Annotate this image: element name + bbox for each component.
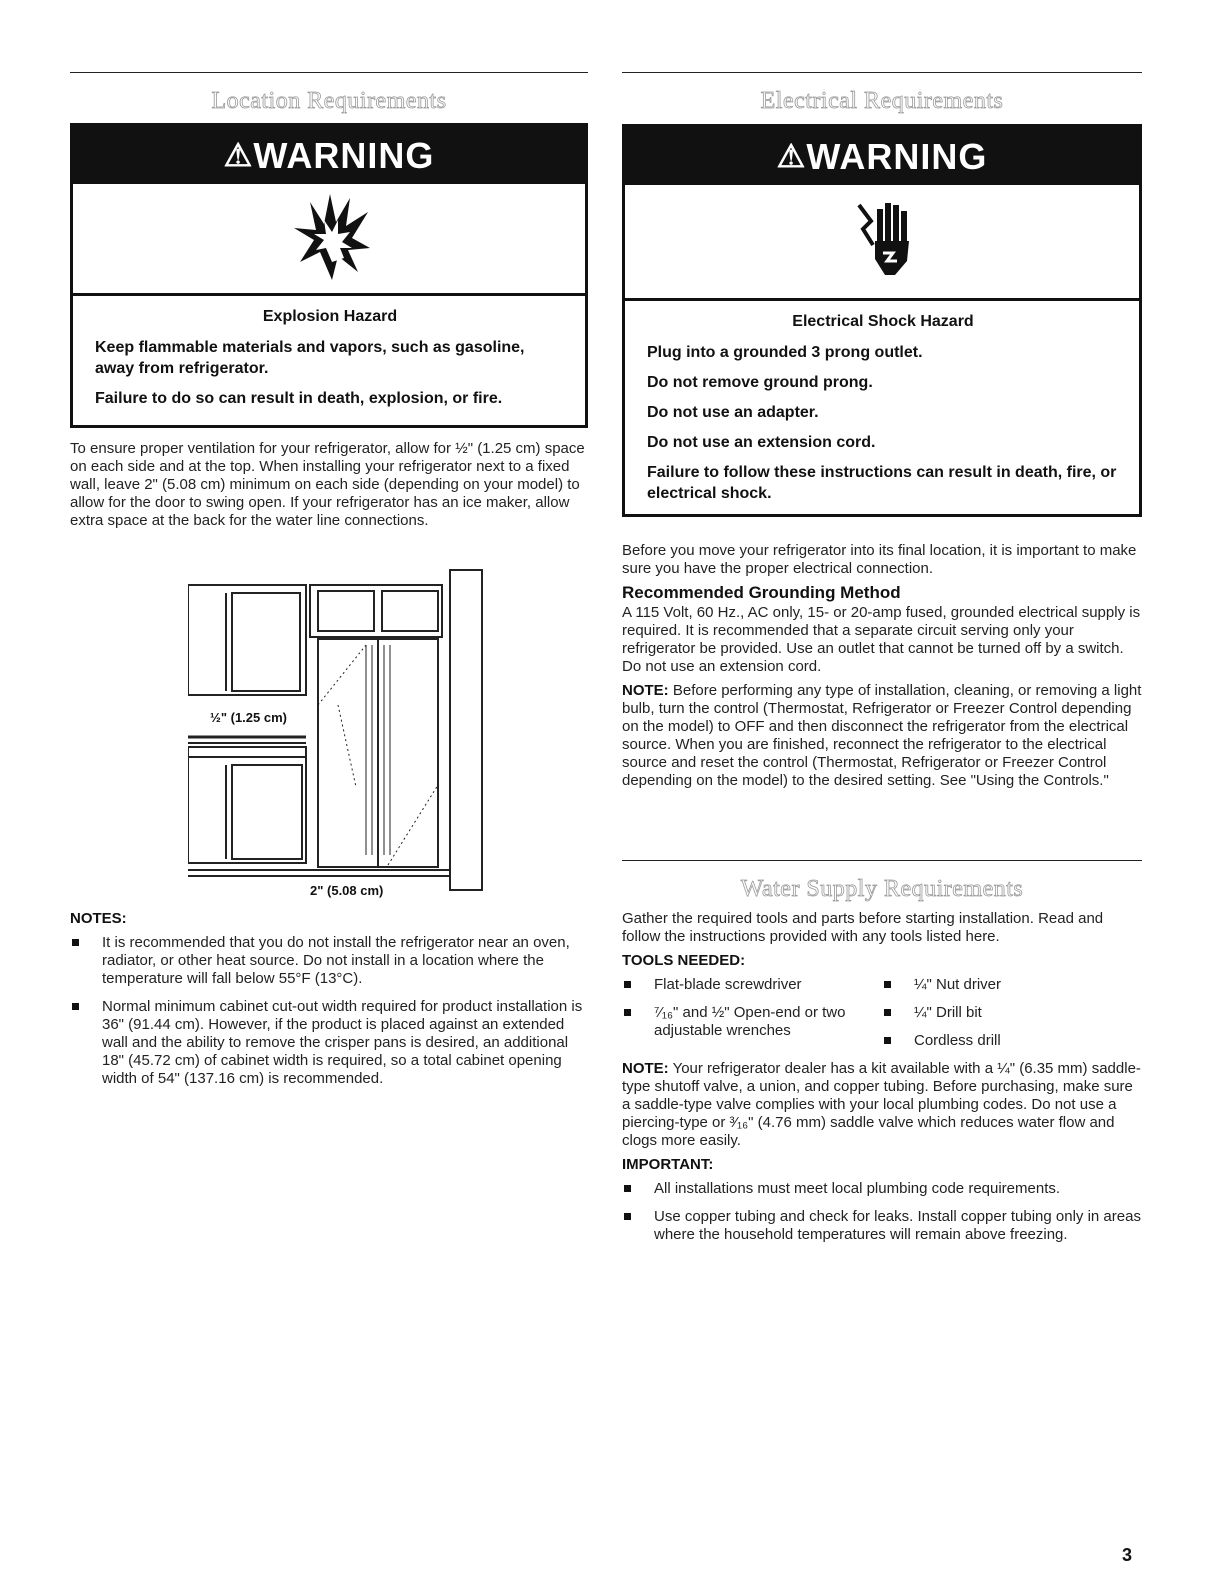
dimension-label-bottom: 2" (5.08 cm) bbox=[310, 883, 384, 898]
grounding-title: Recommended Grounding Method bbox=[622, 583, 901, 602]
top-rule bbox=[622, 72, 1142, 73]
electrical-body: Before you move your refrigerator into its final location, it is important to make sure you have the proper electrical connection. Recommended Grounding Method A 115 Volt, 60 Hz., AC only, 15- or 20-amp fused, grounded electrical supply is required. It is recommended that a separate circuit serving only your refrigerator be provided. Use an outlet that cannot be turned off by a switch. Do not use an extension cord. NOTE: Before performing any type of installation, cleaning, or removing a light bulb, turn the control (Thermostat, Refrigerator or Freezer Control depending on the model) to OFF and then disconnect the refrigerator from the electrical source. When you are finished, reconnect the refrigerator to the electrical source and reset the control (Thermostat, Refrigerator or Freezer Control depending on the model) to the desired setting. See "Using the Controls." bbox=[622, 542, 1142, 789]
electrical-warning-text bbox=[625, 301, 1139, 504]
explosion-warning-box bbox=[70, 123, 588, 428]
warning-line: Do not use an adapter. bbox=[647, 404, 819, 421]
hazard-title: Electrical Shock Hazard bbox=[792, 313, 974, 330]
page-number: 3 bbox=[1122, 1545, 1133, 1565]
dimension-label-top: ½" (1.25 cm) bbox=[210, 710, 287, 725]
section-title-water: Water Supply Requirements bbox=[740, 876, 1024, 902]
important-title: IMPORTANT: bbox=[622, 1156, 714, 1173]
warning-line: Failure to do so can result in death, explosion, or fire. bbox=[95, 390, 503, 407]
water-body: Gather the required tools and parts before starting installation. Read and follow the instructions provided with any tools listed here. TOOLS NEEDED: Flat-blade screwdriver ⁷⁄₁₆" and ½" Open-end or two adjustable wrenches ¼" Nut driver ¼" Drill bit Cordless drill NOTE: Your refrigerator dealer has a kit available with a ¼" (6.35 mm) saddle-type shutoff valve, a union, and copper tubing. Before purchasing, make sure a saddle-type valve complies with your local plumbing codes. Do not use a piercing-type or ³⁄₁₆" (4.76 mm) saddle valve which reduces water flow and clogs more easily. IMPORTANT: All installations must meet local plumbing code requirements. Use copper tubing and check for leaks. Install copper tubing only in areas where the household temperatures will remain above freezing. bbox=[622, 910, 1141, 1243]
section-title-location: Location Requirements bbox=[211, 88, 447, 114]
tools-list bbox=[622, 976, 1142, 1060]
list-item: ¼" Nut driver bbox=[882, 976, 1142, 994]
explosion-icon bbox=[292, 192, 372, 282]
list-item: Normal minimum cabinet cut-out width required for product installation is 36" (91.44 cm). However, if the product is placed against an extended wall and the ability to remove the crisper pans is desired, an additional 18" (45.72 cm) of cabinet width is required, so a total cabinet opening width of 54" (137.16 cm) is recommended. bbox=[70, 998, 588, 1088]
top-rule bbox=[70, 72, 588, 73]
list-item: ⁷⁄₁₆" and ½" Open-end or two adjustable wrenches bbox=[622, 1004, 872, 1040]
list-item: It is recommended that you do not install the refrigerator near an oven, radiator, or other heat source. Do not install in a location where the temperature will fall below 55°F (13°C). bbox=[70, 934, 588, 988]
installation-clearance-diagram bbox=[188, 565, 488, 895]
notes-section bbox=[70, 910, 588, 1098]
warning-line: Keep flammable materials and vapors, such as gasoline, away from refrigerator. bbox=[95, 339, 525, 377]
section-title-electrical: Electrical Requirements bbox=[760, 88, 1004, 114]
warning-line: Plug into a grounded 3 prong outlet. bbox=[647, 344, 923, 361]
note-paragraph: NOTE: Your refrigerator dealer has a kit available with a ¼" (6.35 mm) saddle-type shutoff valve, a union, and copper tubing. Before purchasing, make sure a saddle-type valve complies with your local plumbing codes. Do not use a piercing-type or ³⁄₁₆" (4.76 mm) saddle valve which reduces water flow and clogs more easily. bbox=[622, 1060, 1141, 1149]
grounding-text: A 115 Volt, 60 Hz., AC only, 15- or 20-amp fused, grounded electrical supply is required. It is recommended that a separate circuit serving only your refrigerator be provided. Use an outlet that cannot be turned off by a switch. Do not use an extension cord. bbox=[622, 604, 1141, 675]
electrical-shock-icon-area bbox=[625, 185, 1139, 301]
explosion-icon-area bbox=[73, 184, 585, 296]
warning-header: ⚠WARNING bbox=[625, 127, 1139, 185]
warning-line: Failure to follow these instructions can result in death, fire, or electrical shock. bbox=[647, 464, 1117, 502]
note-paragraph: NOTE: Before performing any type of installation, cleaning, or removing a light bulb, turn the control (Thermostat, Refrigerator or Freezer Control depending on the model) to OFF and then disconnect the refrigerator from the electrical source. When you are finished, reconnect the refrigerator to the electrical source and reset the control (Thermostat, Refrigerator or Freezer Control depending on the model) to the desired setting. See "Using the Controls." bbox=[622, 682, 1142, 789]
list-item: All installations must meet local plumbing code requirements. bbox=[622, 1180, 1142, 1198]
warning-header: ⚠WARNING bbox=[73, 126, 585, 184]
section-rule bbox=[622, 860, 1142, 861]
warning-line: Do not remove ground prong. bbox=[647, 374, 873, 391]
explosion-warning-text bbox=[73, 296, 585, 409]
list-item: ¼" Drill bit bbox=[882, 1004, 1142, 1022]
notes-title: NOTES: bbox=[70, 910, 127, 927]
hazard-title: Explosion Hazard bbox=[262, 308, 398, 325]
warning-triangle-icon: ⚠ bbox=[776, 138, 807, 174]
list-item: Use copper tubing and check for leaks. Install copper tubing only in areas where the household temperatures will remain above freezing. bbox=[622, 1208, 1142, 1244]
location-intro: To ensure proper ventilation for your refrigerator, allow for ½" (1.25 cm) space on each side and at the top. When installing your refrigerator next to a fixed wall, leave 2" (5.08 cm) minimum on each side (depending on your model) to allow for the door to swing open. If your refrigerator has an ice maker, allow extra space at the back for the water line connections. bbox=[70, 440, 585, 529]
warning-line: Do not use an extension cord. bbox=[647, 434, 876, 451]
list-item: Flat-blade screwdriver bbox=[622, 976, 872, 994]
tools-title: TOOLS NEEDED: bbox=[622, 952, 746, 969]
electrical-warning-box bbox=[622, 124, 1142, 517]
electrical-shock-icon bbox=[855, 195, 915, 285]
warning-triangle-icon: ⚠ bbox=[223, 137, 254, 173]
list-item: Cordless drill bbox=[882, 1032, 1142, 1050]
